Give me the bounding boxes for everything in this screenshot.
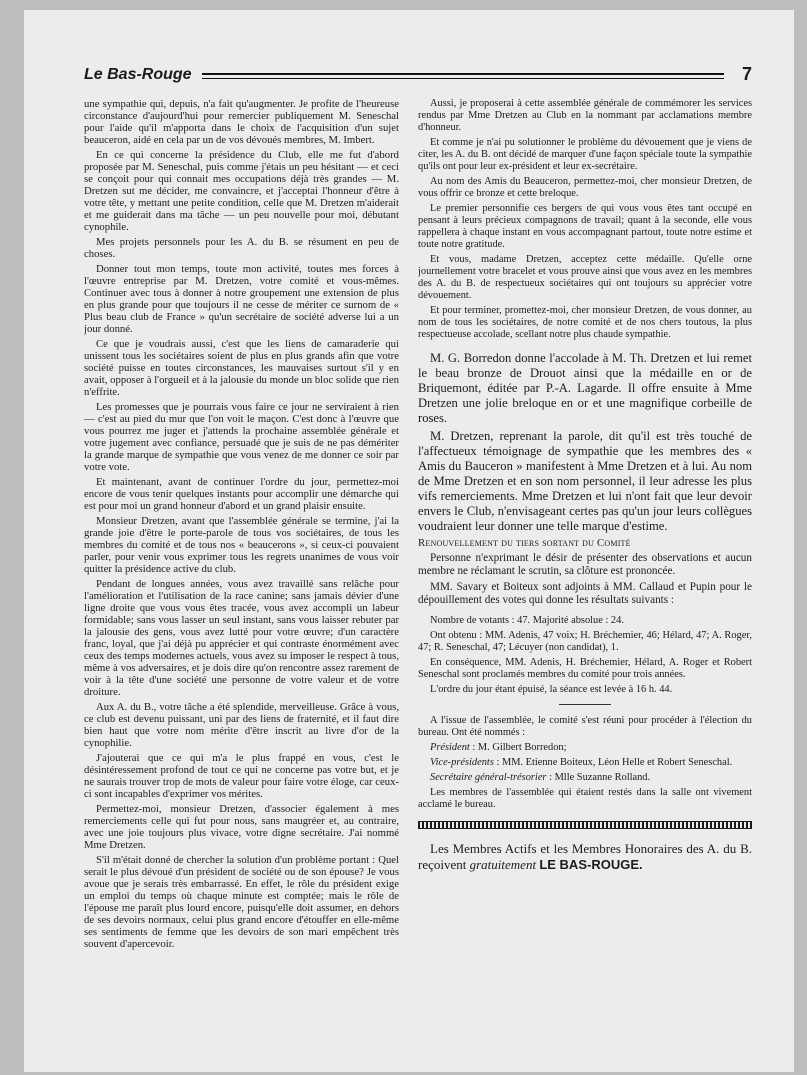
paragraph: Et maintenant, avant de continuer l'ordre du jour, permettez-moi encore de vous tenir quelques instants pour accomplir une démarche qui est pour moi un grand honneur d'abord et un grand plaisir ensuite. <box>84 476 399 512</box>
paragraph: Le premier personnifie ces bergers de qui vous vous êtes tant occupé en pensant à leurs précieux compagnons de travail; quant à la seconde, elle vous rappellera à chaque instant en vous accompagnant partout, toute notre estime et toute notre gratitude. <box>418 203 752 250</box>
left-column <box>84 98 399 1058</box>
magazine-title: Le Bas-Rouge <box>84 66 192 83</box>
paragraph: En conséquence, MM. Adenis, H. Bréchemier, Hélard, A. Roger et Robert Seneschal sont proclamés membres du comité pour trois années. <box>418 657 752 680</box>
paragraph: Permettez-moi, monsieur Dretzen, d'associer également à mes remerciements celle qui fut pour nous, sans maugréer et, au contraire, avec une joie toujours plus vivace, votre digne secrétaire. J'ai nommé Mme Dretzen. <box>84 803 399 851</box>
paragraph: Mes projets personnels pour les A. du B. se résument en peu de choses. <box>84 236 399 260</box>
bureau-president <box>418 742 752 754</box>
subscription-notice <box>418 841 752 873</box>
paragraph: Au nom des Amis du Beauceron, permettez-moi, cher monsieur Dretzen, de vous offrir ce bronze et cette breloque. <box>418 176 752 199</box>
election-section <box>418 552 752 607</box>
header-rule <box>202 73 724 75</box>
paragraph: A l'issue de l'assemblée, le comité s'est réuni pour procéder à l'élection du bureau. Ont été nommés : <box>418 715 752 738</box>
paragraph: M. Dretzen, reprenant la parole, dit qu'il est très touché de l'affectueux témoignage de sympathie que les membres des « Amis du Bauceron » manifestent à Mme Dretzen et à lui. Au nom de Mme Dretzen et en son nom personnel, il leur adresse les plus vifs remerciements. Mme Dretzen et lui n'ont fait que leur devoir envers le Club, n'envisageant certes pas qu'un jour leurs collègues voudraient leur donner une telle marque d'estime. <box>418 429 752 533</box>
magazine-page <box>24 10 794 1072</box>
paragraph: Et comme je n'ai pu solutionner le problème du dévouement que je viens de citer, les A. du B. ont décidé de marquer d'une façon spéciale toute la sympathie qu'ils ont pour leur ex-président et leur ex-secrétaire. <box>418 137 752 172</box>
paragraph: Ont obtenu : MM. Adenis, 47 voix; H. Bréchemier, 46; Hélard, 47; A. Roger, 47; R. Seneschal, 47; Lécuyer (non candidat), 1. <box>418 630 752 653</box>
paragraph: Nombre de votants : 47. Majorité absolue : 24. <box>430 615 624 626</box>
header-rule-thin <box>202 78 724 79</box>
page-header <box>84 64 752 90</box>
section-divider <box>559 704 611 705</box>
paragraph: Donner tout mon temps, toute mon activité, toutes mes forces à l'œuvre entreprise par M. Dretzen, votre comité et vous-mêmes. Continuer avec tous à donner à notre groupement une extension de plus en plus grande pour que toujours il ne cesse de mériter ce surnom de « Plus beau club de France » qu'un secrétaire de société adverse lui a un jour donné. <box>84 263 399 335</box>
paragraph: M. G. Borredon donne l'accolade à M. Th. Dretzen et lui remet le beau bronze de Drouot ainsi que la médaille en or de Briquemont, éditée par P.-A. Lagarde. Il offre ensuite à Mme Dretzen une jolie breloque en or et une magnifique corbeille de roses. <box>418 351 752 425</box>
role-label: Secrétaire général-trésorier <box>430 772 547 783</box>
paragraph: une sympathie qui, depuis, n'a fait qu'augmenter. Je profite de l'heureuse circonstance d'aujourd'hui pour remercier publiquement M. Seneschal pour l'aide qu'il m'apporta dans le choix de l'acquisition d'un sujet beauceron, aidé en cela par un de vos dévoués membres, M. Imbert. <box>84 98 399 146</box>
notice-text: Les Membres Actifs et les Membres Honoraires des A. du B. reçoivent <box>418 841 752 872</box>
role-value: : Mlle Suzanne Rolland. <box>546 772 651 783</box>
paragraph: Aux A. du B., votre tâche a été splendide, merveilleuse. Grâce à vous, ce club est devenu puissant, uni par des liens de fraternité, et il faut dire bien haut que votre nom mérite d'être inscrit au livre d'or de la cynophilie. <box>84 701 399 749</box>
notice-emphasis: gratuitement <box>469 857 537 872</box>
paragraph: Pendant de longues années, vous avez travaillé sans relâche pour l'amélioration et l'utilisation de la race canine; sans jamais dévier d'une ligne droite que vous vous êtes tracée, vous avez accompli un labeur formidable; sans vous lasser un seul instant, sans vous laisser rebuter par la jalousie des gens, vous avez lutté pour votre œuvre; d'un caractère franc, loyal, que j'ai déjà pu apprécier et qui contraste énormément avec ceux des temps modernes actuels, vous avez su imposer le respect à tous, même à vos adversaires, et je dois dire qu'on rencontre assez rarement de voir à la tête d'une société une personne de votre valeur et de votre droiture. <box>84 578 399 698</box>
ceremony-report <box>418 351 752 534</box>
paragraph: S'il m'était donné de chercher la solution d'un problème portant : Quel serait le plus dévoué d'un président de société ou de son épouse? Je vous avoue que je serais très embarrassé. En effet, le rôle du président exige un emploi du temps où chaque minute est comptée; mais le rôle de l'épouse me paraît plus lourd encore, puisqu'elle doit assumer, en dehors de ses devoirs normaux, celui plus grand encore d'étouffer en elle-même ses sentiments de femme que les devoirs de son mari empêchent très souvent d'apercevoir. <box>84 854 399 950</box>
bureau-vice-presidents <box>418 757 752 769</box>
role-value: : MM. Etienne Boiteux, Léon Helle et Robert Seneschal. <box>493 757 733 768</box>
speech-conclusion <box>418 98 752 341</box>
paragraph: Ce que je voudrais aussi, c'est que les liens de camaraderie qui unissent tous les sociétaires soient de plus en plus grands afin que votre société puisse en toutes circonstances, les mauvaises surtout s'il y en avait, opposer à l'orgueil et à la jalousie du monde un bloc solide que rien n'effrite. <box>84 338 399 398</box>
bureau-election <box>418 715 752 811</box>
role-value: : M. Gilbert Borredon; <box>469 742 567 753</box>
right-column <box>418 98 752 1048</box>
brand-name: LE BAS-ROUGE. <box>539 857 643 872</box>
paragraph: Et vous, madame Dretzen, acceptez cette médaille. Qu'elle orne journellement votre bracelet et vous prouve ainsi que vous avez en les membres des A. du B. de respectueux sociétaires qui ont toujours su apprécier votre dévouement. <box>418 254 752 301</box>
paragraph: L'ordre du jour étant épuisé, la séance est levée à 16 h. 44. <box>430 684 673 695</box>
paragraph: J'ajouterai que ce qui m'a le plus frappé en vous, c'est le désintéressement profond de tout ce qui ne concerne pas votre but, et je ne saurais trouver trop de mots de valeur pour faire votre éloge, car ceux-ci sont incapables d'exprimer vos mérites. <box>84 752 399 800</box>
bureau-secretary <box>418 772 752 784</box>
section-title: Renouvellement du tiers sortant du Comité <box>418 537 631 549</box>
vote-results <box>418 615 752 696</box>
paragraph: Monsieur Dretzen, avant que l'assemblée générale se termine, j'ai la grande joie d'être le porte-parole de tous vos sociétaires, de tous les membres du comité et de tous nos « beaucerons », si ceux-ci pouvaient parler, pour venir vous exprimer tous les regrets unanimes de vous voir quitter la présidence active du club. <box>84 515 399 575</box>
paragraph: Et pour terminer, promettez-moi, cher monsieur Dretzen, de vous donner, au nom de tous les sociétaires, de notre comité et de nos chers toutous, la plus respectueuse accolade, scellant notre plus chaude sympathie. <box>418 305 752 340</box>
paragraph: Aussi, je proposerai à cette assemblée générale de commémorer les services rendus par Mme Dretzen au Club en la nommant par acclamations membre d'honneur. <box>418 98 752 133</box>
paragraph: MM. Savary et Boiteux sont adjoints à MM. Callaud et Pupin pour le dépouillement des votes qui donne les résultats suivants : <box>418 581 752 606</box>
role-label: Président <box>430 742 470 753</box>
ornamental-divider <box>418 821 752 829</box>
paragraph: Les promesses que je pourrais vous faire ce jour ne serviraient à rien — c'est au pied du mur que l'on voit le maçon. C'est donc à l'œuvre que vous pourrez me juger et j'attends la prochaine assemblée générale et votre jugement avec confiance, persuadé que je suis de ne pas démériter la grande marque de sympathie que vous venez de me donner ce soir par votre vote. <box>84 401 399 473</box>
paragraph: Les membres de l'assemblée qui étaient restés dans la salle ont vivement acclamé le bureau. <box>418 787 752 810</box>
paragraph: Personne n'exprimant le désir de présenter des observations et aucun membre ne réclamant le scrutin, sa clôture est prononcée. <box>418 552 752 577</box>
page-number: 7 <box>741 64 752 84</box>
role-label: Vice-présidents <box>430 757 494 768</box>
paragraph: En ce qui concerne la présidence du Club, elle me fut d'abord proposée par M. Seneschal, puis comme j'étais un peu hésitant — et ceci se conçoit pour qui connait mes occupations déjà très grandes — M. Dretzen sut me décider, me convaincre, et j'acceptai l'honneur d'être à votre tête, y mettant une petite condition, celle que M. Dretzen m'aiderait et me guiderait dans ma tâche — un peu nouvelle pour moi, débutant cynophile. <box>84 149 399 233</box>
